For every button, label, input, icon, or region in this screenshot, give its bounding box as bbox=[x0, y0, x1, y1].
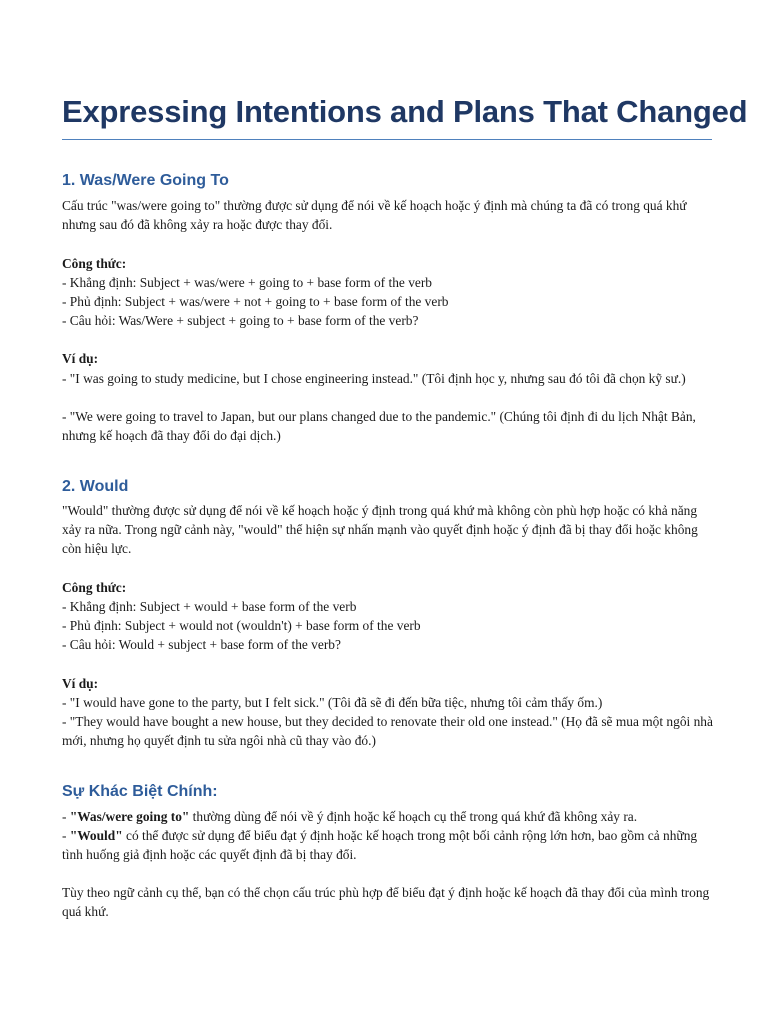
difference-text: thường dùng để nói về ý định hoặc kế hoạch cụ thể trong quá khứ đã không xảy ra. bbox=[189, 809, 638, 824]
section1-example-1: - "I was going to study medicine, but I chose engineering instead." (Tôi định học y, nhưng sau đó tôi đã chọn kỹ sư.) bbox=[62, 371, 686, 386]
title-divider bbox=[62, 139, 712, 140]
difference-item-would bbox=[62, 826, 717, 864]
section2-formula-negative: - Phủ định: Subject + would not (wouldn't) + base form of the verb bbox=[62, 618, 421, 633]
section2-example-1: - "I would have gone to the party, but I felt sick." (Tôi đã sẽ đi đến bữa tiệc, nhưng tôi cảm thấy ốm.) bbox=[62, 695, 603, 710]
section1-intro: Cấu trúc "was/were going to" thường được sử dụng để nói về kế hoạch hoặc ý định mà chúng ta đã có trong quá khứ nhưng sau đó đã không xảy ra hoặc được thay đổi. bbox=[62, 198, 687, 233]
difference-item-was-were-going-to bbox=[62, 807, 717, 826]
section1-formula-negative: - Phủ định: Subject + was/were + not + going to + base form of the verb bbox=[62, 294, 449, 309]
document-title: Expressing Intentions and Plans That Changed bbox=[62, 94, 748, 129]
section2-example-2: - "They would have bought a new house, but they decided to renovate their old one instead." (Họ đã sẽ mua một ngôi nhà mới, nhưng họ quyết định tu sửa ngôi nhà cũ thay vào đó.) bbox=[62, 714, 713, 749]
section1-formula-question: - Câu hỏi: Was/Were + subject + going to + base form of the verb? bbox=[62, 313, 419, 328]
section1-example-2: - "We were going to travel to Japan, but our plans changed due to the pandemic." (Chúng tôi định đi du lịch Nhật Bản, nhưng kế hoạch đã thay đổi do đại dịch.) bbox=[62, 409, 696, 444]
difference-text: có thể được sử dụng để biểu đạt ý định hoặc kế hoạch trong một bối cảnh rộng lớn hơn, bao gồm cả những tình huống giả định hoặc các quyết định đã bị thay đổi. bbox=[62, 828, 698, 863]
conclusion-paragraph: Tùy theo ngữ cảnh cụ thể, bạn có thể chọn cấu trúc phù hợp để biểu đạt ý định hoặc kế hoạch đã thay đổi của mình trong quá khứ. bbox=[62, 885, 710, 920]
section1-formula-affirmative: - Khẳng định: Subject + was/were + going to + base form of the verb bbox=[62, 275, 432, 290]
section2-formula-question: - Câu hỏi: Would + subject + base form of the verb? bbox=[62, 637, 341, 652]
section-heading-would: 2. Would bbox=[62, 478, 129, 495]
difference-term: "Was/were going to" bbox=[69, 809, 190, 824]
section2-intro: "Would" thường được sử dụng để nói về kế hoạch hoặc ý định trong quá khứ mà không còn phù hợp hoặc có khả năng xảy ra nữa. Trong ngữ cảnh này, "would" thể hiện sự nhấn mạnh vào quyết định hoặc ý định đã bị thay đổi hoặc không còn hiệu lực. bbox=[62, 503, 698, 557]
section1-example-label: Ví dụ: bbox=[62, 351, 99, 366]
section1-formula-label: Công thức: bbox=[62, 256, 127, 271]
difference-prefix: - bbox=[62, 828, 70, 843]
difference-term: "Would" bbox=[69, 828, 123, 843]
section-heading-was-were-going-to: 1. Was/Were Going To bbox=[62, 172, 229, 189]
section2-formula-affirmative: - Khẳng định: Subject + would + base form of the verb bbox=[62, 599, 357, 614]
difference-prefix: - bbox=[62, 809, 70, 824]
section2-formula-label: Công thức: bbox=[62, 580, 127, 595]
section2-example-label: Ví dụ: bbox=[62, 676, 99, 691]
section-heading-key-differences: Sự Khác Biệt Chính: bbox=[62, 783, 218, 800]
